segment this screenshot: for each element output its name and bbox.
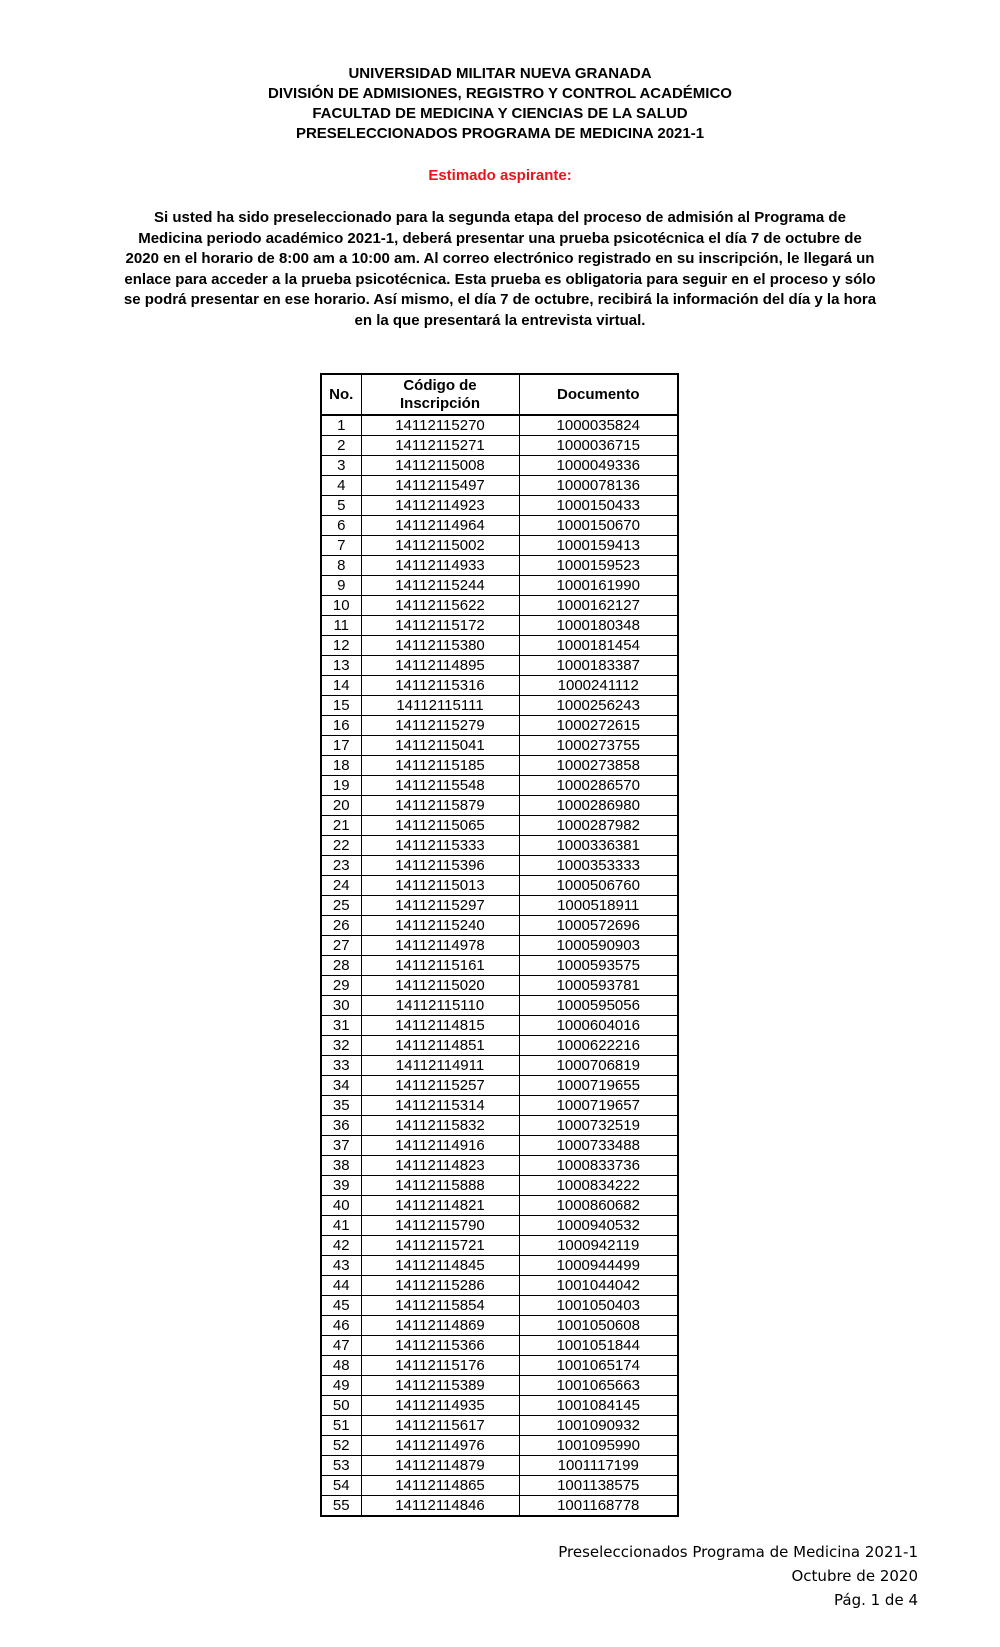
row-inscription-code: 14112115110 xyxy=(361,996,519,1016)
table-row xyxy=(321,1496,678,1517)
table-row xyxy=(321,1056,678,1076)
row-document: 1000078136 xyxy=(519,476,678,496)
row-document: 1000241112 xyxy=(519,676,678,696)
row-number: 52 xyxy=(321,1436,361,1456)
row-inscription-code: 14112114923 xyxy=(361,496,519,516)
row-inscription-code: 14112115013 xyxy=(361,876,519,896)
row-number: 27 xyxy=(321,936,361,956)
notice-message: Si usted ha sido preseleccionado para la segunda etapa del proceso de admisión al Programa de Medicina periodo académico 2021-1, deberá presentar una prueba psicotécnica el día 7 de octubre de 2020 en el horario de 8:00 am a 10:00 am. Al correo electrónico registrado en su inscripción, le llegará un enlace para acceder a la prueba psicotécnica. Esta prueba es obligatoria para seguir en el proceso y sólo se podrá presentar en ese horario. Así mismo, el día 7 de octubre, recibirá la información del día y la hora en la que presentará la entrevista virtual. xyxy=(123,209,877,329)
row-number: 24 xyxy=(321,876,361,896)
row-inscription-code: 14112114976 xyxy=(361,1436,519,1456)
row-document: 1000833736 xyxy=(519,1156,678,1176)
row-inscription-code: 14112115240 xyxy=(361,916,519,936)
column-header-document: Documento xyxy=(519,374,678,415)
row-document: 1001168778 xyxy=(519,1496,678,1517)
table-row xyxy=(321,1256,678,1276)
row-inscription-code: 14112114879 xyxy=(361,1456,519,1476)
row-document: 1000162127 xyxy=(519,596,678,616)
column-header-code: Código de Inscripción xyxy=(361,374,519,415)
row-document: 1000035824 xyxy=(519,415,678,436)
row-number: 13 xyxy=(321,656,361,676)
row-inscription-code: 14112115270 xyxy=(361,415,519,436)
row-document: 1001138575 xyxy=(519,1476,678,1496)
row-number: 23 xyxy=(321,856,361,876)
table-row xyxy=(321,496,678,516)
row-number: 11 xyxy=(321,616,361,636)
row-number: 18 xyxy=(321,756,361,776)
row-document: 1000183387 xyxy=(519,656,678,676)
row-inscription-code: 14112115314 xyxy=(361,1096,519,1116)
row-number: 37 xyxy=(321,1136,361,1156)
row-document: 1001117199 xyxy=(519,1456,678,1476)
footer-date: Octubre de 2020 xyxy=(791,1567,918,1585)
row-inscription-code: 14112115832 xyxy=(361,1116,519,1136)
preselected-table xyxy=(320,373,679,1517)
row-document: 1000273858 xyxy=(519,756,678,776)
row-number: 42 xyxy=(321,1236,361,1256)
row-document: 1000944499 xyxy=(519,1256,678,1276)
row-number: 36 xyxy=(321,1116,361,1136)
row-document: 1000733488 xyxy=(519,1136,678,1156)
row-document: 1000272615 xyxy=(519,716,678,736)
row-number: 51 xyxy=(321,1416,361,1436)
table-row xyxy=(321,836,678,856)
row-inscription-code: 14112115790 xyxy=(361,1216,519,1236)
row-number: 28 xyxy=(321,956,361,976)
row-number: 25 xyxy=(321,896,361,916)
table-row xyxy=(321,636,678,656)
row-document: 1000593575 xyxy=(519,956,678,976)
table-row xyxy=(321,1476,678,1496)
row-number: 54 xyxy=(321,1476,361,1496)
header-faculty: FACULTAD DE MEDICINA Y CIENCIAS DE LA SALUD xyxy=(312,105,688,122)
row-number: 50 xyxy=(321,1396,361,1416)
row-inscription-code: 14112115008 xyxy=(361,456,519,476)
row-document: 1000336381 xyxy=(519,836,678,856)
footer-title: Preseleccionados Programa de Medicina 2021-1 xyxy=(558,1543,918,1561)
table-row xyxy=(321,1296,678,1316)
row-document: 1000181454 xyxy=(519,636,678,656)
row-document: 1000860682 xyxy=(519,1196,678,1216)
table-row xyxy=(321,776,678,796)
row-number: 34 xyxy=(321,1076,361,1096)
table-row xyxy=(321,696,678,716)
row-number: 8 xyxy=(321,556,361,576)
row-number: 43 xyxy=(321,1256,361,1276)
table-row xyxy=(321,1016,678,1036)
row-document: 1001050608 xyxy=(519,1316,678,1336)
row-inscription-code: 14112114823 xyxy=(361,1156,519,1176)
row-document: 1000719657 xyxy=(519,1096,678,1116)
row-number: 26 xyxy=(321,916,361,936)
row-document: 1001050403 xyxy=(519,1296,678,1316)
row-inscription-code: 14112115888 xyxy=(361,1176,519,1196)
row-number: 3 xyxy=(321,456,361,476)
row-inscription-code: 14112115002 xyxy=(361,536,519,556)
row-inscription-code: 14112115297 xyxy=(361,896,519,916)
row-inscription-code: 14112115185 xyxy=(361,756,519,776)
row-number: 17 xyxy=(321,736,361,756)
row-number: 21 xyxy=(321,816,361,836)
table-row xyxy=(321,1316,678,1336)
table-row xyxy=(321,1396,678,1416)
row-inscription-code: 14112114978 xyxy=(361,936,519,956)
table-row xyxy=(321,896,678,916)
row-number: 5 xyxy=(321,496,361,516)
row-inscription-code: 14112115366 xyxy=(361,1336,519,1356)
table-row xyxy=(321,716,678,736)
table-row xyxy=(321,996,678,1016)
row-number: 31 xyxy=(321,1016,361,1036)
row-document: 1000150670 xyxy=(519,516,678,536)
row-document: 1000049336 xyxy=(519,456,678,476)
row-number: 20 xyxy=(321,796,361,816)
row-number: 47 xyxy=(321,1336,361,1356)
row-document: 1000834222 xyxy=(519,1176,678,1196)
row-number: 32 xyxy=(321,1036,361,1056)
table-row xyxy=(321,796,678,816)
row-document: 1000590903 xyxy=(519,936,678,956)
row-inscription-code: 14112115065 xyxy=(361,816,519,836)
row-inscription-code: 14112115389 xyxy=(361,1376,519,1396)
row-inscription-code: 14112114869 xyxy=(361,1316,519,1336)
row-inscription-code: 14112115879 xyxy=(361,796,519,816)
row-inscription-code: 14112114815 xyxy=(361,1016,519,1036)
row-inscription-code: 14112114846 xyxy=(361,1496,519,1517)
row-inscription-code: 14112115271 xyxy=(361,436,519,456)
row-number: 44 xyxy=(321,1276,361,1296)
row-number: 2 xyxy=(321,436,361,456)
row-number: 38 xyxy=(321,1156,361,1176)
row-document: 1000256243 xyxy=(519,696,678,716)
row-document: 1000353333 xyxy=(519,856,678,876)
row-inscription-code: 14112115286 xyxy=(361,1276,519,1296)
row-number: 41 xyxy=(321,1216,361,1236)
table-row xyxy=(321,556,678,576)
row-document: 1000572696 xyxy=(519,916,678,936)
table-row xyxy=(321,1436,678,1456)
row-number: 49 xyxy=(321,1376,361,1396)
table-row xyxy=(321,1096,678,1116)
table-row xyxy=(321,756,678,776)
footer-page-number: Pág. 1 de 4 xyxy=(834,1591,918,1609)
row-document: 1001065663 xyxy=(519,1376,678,1396)
table-row xyxy=(321,816,678,836)
table-row xyxy=(321,956,678,976)
table-row xyxy=(321,456,678,476)
table-row xyxy=(321,1136,678,1156)
row-document: 1000159413 xyxy=(519,536,678,556)
row-document: 1000180348 xyxy=(519,616,678,636)
row-document: 1000940532 xyxy=(519,1216,678,1236)
row-inscription-code: 14112114845 xyxy=(361,1256,519,1276)
row-number: 14 xyxy=(321,676,361,696)
row-number: 7 xyxy=(321,536,361,556)
row-number: 46 xyxy=(321,1316,361,1336)
row-document: 1000273755 xyxy=(519,736,678,756)
row-inscription-code: 14112115721 xyxy=(361,1236,519,1256)
row-inscription-code: 14112115257 xyxy=(361,1076,519,1096)
row-number: 29 xyxy=(321,976,361,996)
row-inscription-code: 14112115161 xyxy=(361,956,519,976)
table-row xyxy=(321,1116,678,1136)
table-row xyxy=(321,916,678,936)
table-row xyxy=(321,415,678,436)
row-inscription-code: 14112115279 xyxy=(361,716,519,736)
row-number: 16 xyxy=(321,716,361,736)
row-inscription-code: 14112115176 xyxy=(361,1356,519,1376)
row-inscription-code: 14112114851 xyxy=(361,1036,519,1056)
table-row xyxy=(321,1196,678,1216)
row-inscription-code: 14112114895 xyxy=(361,656,519,676)
row-document: 1000286570 xyxy=(519,776,678,796)
table-row xyxy=(321,876,678,896)
row-document: 1000159523 xyxy=(519,556,678,576)
table-row xyxy=(321,1356,678,1376)
row-number: 39 xyxy=(321,1176,361,1196)
table-row xyxy=(321,1376,678,1396)
table-row xyxy=(321,1456,678,1476)
row-number: 10 xyxy=(321,596,361,616)
row-number: 53 xyxy=(321,1456,361,1476)
row-number: 30 xyxy=(321,996,361,1016)
table-row xyxy=(321,576,678,596)
header-division: DIVISIÓN DE ADMISIONES, REGISTRO Y CONTROL ACADÉMICO xyxy=(268,85,732,102)
row-document: 1000595056 xyxy=(519,996,678,1016)
table-row xyxy=(321,936,678,956)
row-number: 12 xyxy=(321,636,361,656)
row-number: 15 xyxy=(321,696,361,716)
row-document: 1000161990 xyxy=(519,576,678,596)
header-program-title: PRESELECCIONADOS PROGRAMA DE MEDICINA 2021-1 xyxy=(295,125,705,142)
table-row xyxy=(321,976,678,996)
row-document: 1000732519 xyxy=(519,1116,678,1136)
table-row xyxy=(321,1416,678,1436)
row-number: 22 xyxy=(321,836,361,856)
table-row xyxy=(321,536,678,556)
table-row xyxy=(321,1236,678,1256)
row-document: 1000719655 xyxy=(519,1076,678,1096)
row-number: 4 xyxy=(321,476,361,496)
row-number: 35 xyxy=(321,1096,361,1116)
table-row xyxy=(321,1276,678,1296)
row-document: 1001095990 xyxy=(519,1436,678,1456)
row-document: 1000593781 xyxy=(519,976,678,996)
header-university: UNIVERSIDAD MILITAR NUEVA GRANADA xyxy=(348,65,652,82)
row-document: 1001051844 xyxy=(519,1336,678,1356)
table-body xyxy=(321,415,678,1516)
document-header xyxy=(0,64,1000,144)
table-row xyxy=(321,436,678,456)
row-document: 1000518911 xyxy=(519,896,678,916)
table-row xyxy=(321,1076,678,1096)
table-row xyxy=(321,676,678,696)
row-document: 1000150433 xyxy=(519,496,678,516)
table-row xyxy=(321,656,678,676)
table-row xyxy=(321,1336,678,1356)
row-inscription-code: 14112114911 xyxy=(361,1056,519,1076)
row-inscription-code: 14112115497 xyxy=(361,476,519,496)
row-inscription-code: 14112115333 xyxy=(361,836,519,856)
greeting: Estimado aspirante: xyxy=(428,167,572,184)
row-inscription-code: 14112115316 xyxy=(361,676,519,696)
preselected-table-container xyxy=(320,373,679,1517)
row-inscription-code: 14112115041 xyxy=(361,736,519,756)
row-inscription-code: 14112115396 xyxy=(361,856,519,876)
row-inscription-code: 14112114821 xyxy=(361,1196,519,1216)
row-inscription-code: 14112114964 xyxy=(361,516,519,536)
row-document: 1000287982 xyxy=(519,816,678,836)
row-document: 1000036715 xyxy=(519,436,678,456)
row-document: 1000506760 xyxy=(519,876,678,896)
table-row xyxy=(321,596,678,616)
row-number: 55 xyxy=(321,1496,361,1517)
row-inscription-code: 14112115244 xyxy=(361,576,519,596)
column-header-no: No. xyxy=(321,374,361,415)
row-document: 1000942119 xyxy=(519,1236,678,1256)
row-document: 1001090932 xyxy=(519,1416,678,1436)
page-footer xyxy=(558,1540,918,1612)
table-row xyxy=(321,516,678,536)
table-row xyxy=(321,736,678,756)
row-document: 1000706819 xyxy=(519,1056,678,1076)
table-row xyxy=(321,616,678,636)
row-document: 1000286980 xyxy=(519,796,678,816)
row-inscription-code: 14112114935 xyxy=(361,1396,519,1416)
row-document: 1001044042 xyxy=(519,1276,678,1296)
row-document: 1001065174 xyxy=(519,1356,678,1376)
row-inscription-code: 14112114933 xyxy=(361,556,519,576)
row-number: 33 xyxy=(321,1056,361,1076)
row-inscription-code: 14112115020 xyxy=(361,976,519,996)
table-row xyxy=(321,856,678,876)
row-number: 45 xyxy=(321,1296,361,1316)
table-header-row xyxy=(321,374,678,415)
row-inscription-code: 14112115854 xyxy=(361,1296,519,1316)
table-row xyxy=(321,1216,678,1236)
row-inscription-code: 14112115172 xyxy=(361,616,519,636)
table-row xyxy=(321,1176,678,1196)
row-number: 1 xyxy=(321,415,361,436)
row-inscription-code: 14112115622 xyxy=(361,596,519,616)
row-number: 19 xyxy=(321,776,361,796)
row-inscription-code: 14112114916 xyxy=(361,1136,519,1156)
row-inscription-code: 14112115380 xyxy=(361,636,519,656)
row-inscription-code: 14112115617 xyxy=(361,1416,519,1436)
row-number: 9 xyxy=(321,576,361,596)
row-inscription-code: 14112115111 xyxy=(361,696,519,716)
row-number: 48 xyxy=(321,1356,361,1376)
row-document: 1000604016 xyxy=(519,1016,678,1036)
row-inscription-code: 14112114865 xyxy=(361,1476,519,1496)
table-row xyxy=(321,476,678,496)
row-number: 6 xyxy=(321,516,361,536)
table-row xyxy=(321,1156,678,1176)
row-document: 1001084145 xyxy=(519,1396,678,1416)
row-inscription-code: 14112115548 xyxy=(361,776,519,796)
row-number: 40 xyxy=(321,1196,361,1216)
row-document: 1000622216 xyxy=(519,1036,678,1056)
table-row xyxy=(321,1036,678,1056)
